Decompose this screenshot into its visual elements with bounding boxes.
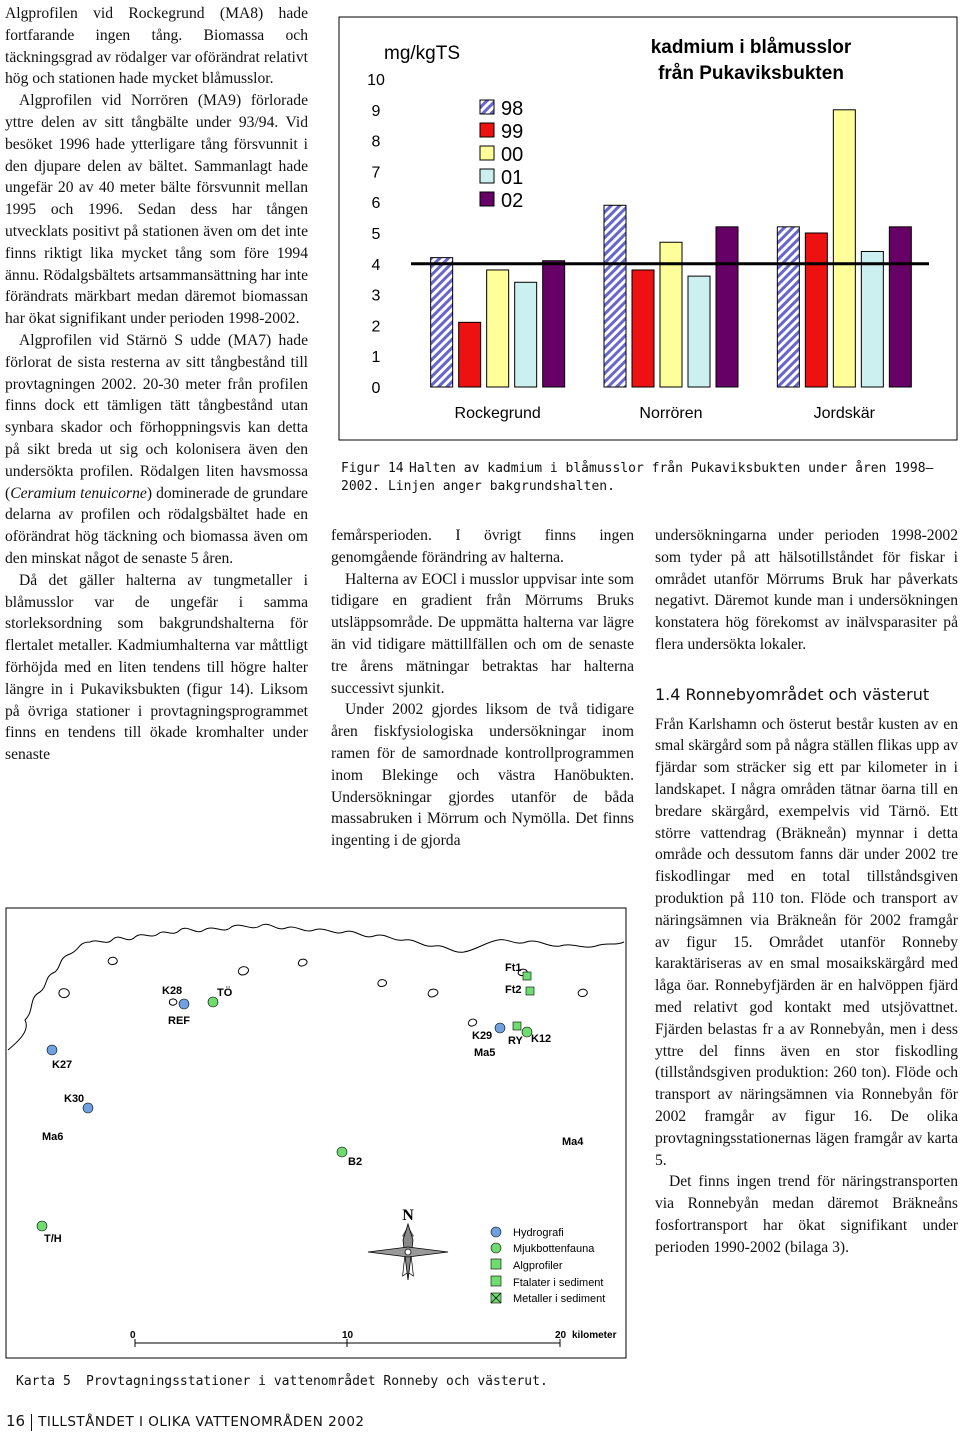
- legend-swatch: [480, 169, 494, 183]
- soft-bottom-icon: [491, 1243, 501, 1253]
- paragraph: Halterna av EOCl i musslor uppvisar inte som tidigare en gradient från Mörrums Bruks utsläppsområde. De uppmätta halterna var lägre än vid tidigare mättillfällen och om de senaste tre årens mätningar betraktas har halterna successivt sjunkit.: [331, 570, 634, 697]
- y-tick-label: 5: [371, 226, 381, 243]
- legend-label: 00: [501, 144, 524, 166]
- station-label: K28: [162, 985, 183, 997]
- text-run: Algprofilen vid Stärnö S udde (MA7) hade förlorat de sista resterna av sitt tångbestånd till provtagningen 2002. 20-30 meter från profilen finns dock ett tämligen tätt tångbestånd utan synbara skador och förhoppningsvis kan detta på sikt breda ut sig och kolonisera även den undersökta profilen. Rödalgen liten havsmossa (: [5, 331, 308, 502]
- y-tick-label: 8: [371, 133, 381, 151]
- station-label: TÖ: [217, 987, 233, 999]
- bar-98-jordskär: [777, 227, 799, 387]
- bar-99-rockegrund: [459, 322, 481, 387]
- station-map: [0, 880, 632, 1360]
- bar-00-rockegrund: [487, 270, 509, 387]
- station-label: K12: [531, 1033, 552, 1045]
- station-label: T/H: [44, 1233, 62, 1245]
- y-tick-label: 7: [371, 164, 381, 182]
- footer-title: TILLSTÅNDET I OLIKA VATTENOMRÅDEN 2002: [38, 1414, 365, 1430]
- text-column-3: [655, 525, 958, 1259]
- bar-01-norrören: [688, 276, 710, 387]
- bar-99-jordskär: [805, 233, 827, 387]
- legend-swatch: [480, 192, 494, 206]
- bar-98-rockegrund: [431, 258, 453, 387]
- page-footer: [6, 1412, 365, 1431]
- station-label: K30: [64, 1093, 85, 1105]
- legend-swatch: [480, 123, 494, 137]
- cadmium-chart: [331, 0, 959, 443]
- bar-98-norrören: [604, 205, 626, 387]
- y-tick-label: 4: [371, 256, 381, 274]
- y-tick-label: 3: [371, 287, 381, 305]
- legend-label: 01: [501, 167, 524, 189]
- station-label: B2: [348, 1156, 363, 1168]
- legend-label: Algprofiler: [513, 1260, 563, 1272]
- bar-02-norrören: [716, 227, 738, 387]
- y-tick-label: 10: [367, 72, 385, 89]
- paragraph: Då det gäller halterna av tungmetaller i blåmusslor var de ungefär i samma storleksordning som bakgrundshalterna för flertalet metaller. Kadmiumhalterna var måttligt förhöjda med en liten tendens till högre halter längre in i Pukaviksbukten (figur 14). Liksom på övriga stationer i provtagningsprogrammet finns en tendens till ökade kromhalter under senaste: [5, 571, 308, 764]
- chart-title-line2: från Pukaviksbukten: [658, 63, 844, 84]
- legend-swatch: [480, 100, 494, 114]
- figure-label: Figur 14: [341, 461, 404, 476]
- station-label: RY: [508, 1035, 523, 1047]
- y-tick-label: 6: [371, 195, 381, 213]
- paragraph: Under 2002 gjordes liksom de två tidigare åren fiskfysiologiska undersökningar inom ramen för de samordnade kontrollprogrammen inom Blekinge och västra Hanöbukten. Undersökningar gjordes utanför de båda massabruken i Mörrum och Nymölla. Det finns ingenting i de gjorda: [331, 701, 634, 850]
- x-category-label: Rockegrund: [454, 405, 541, 422]
- legend-label: Metaller i sediment: [513, 1293, 606, 1305]
- legend-label: 98: [501, 98, 524, 120]
- x-category-label: Norrören: [639, 405, 703, 422]
- phthalates-icon: [491, 1276, 501, 1286]
- footer-divider: [31, 1414, 32, 1431]
- station-label: REF: [168, 1015, 190, 1027]
- legend-label: 99: [501, 121, 524, 143]
- paragraph: [5, 330, 308, 570]
- station-label: Ft2: [505, 984, 522, 996]
- hydrography-icon: [491, 1227, 501, 1237]
- scale-label: 20: [555, 1330, 567, 1341]
- station-label: K29: [472, 1030, 493, 1042]
- map-svg: [0, 880, 632, 1360]
- text-run: ) dominerade de grundare delarna av profilen och rödalgsbältet hade en oförändrat hög täckning och biomassa även om den minskat något de senaste 5 åren.: [5, 484, 308, 567]
- paragraph: Från Karlshamn och österut består kusten av en smal skärgård som på några ställen flikas upp av fjärdar som sträcker sig ett par kilometer in i landskapet. I några områden tätnar öarna till en bredare skärgård, exempelvis vid Tärnö. Ett större vattendrag (Bräkneån) mynnar i detta område och dessutom fanns där under 2002 tre fiskodlingar med en total tillståndsgiven produktion på 110 ton. Flöde och transport av näringsämnen via Bräkneån för 2002 framgår av figur 15. Området utanför Ronneby karaktäriseras av en smal mosaikskärgård med låga öar. Ronnebyfjärden är en halvöppen fjärd med relativt god kontakt med utsjövattnet. Fjärden belastas fr a av Ronnebyån, men i dess yttre del finns även en stor fiskodling (tillståndsgiven produktion: 260 ton). Flöde och transport av näringsämnen via Ronnebyån för 2002 framgår av figur 16. De olika provtagningsstationernas lägen framgår av karta 5.: [655, 715, 958, 1169]
- y-tick-label: 0: [371, 380, 381, 397]
- bar-02-jordskär: [889, 227, 911, 387]
- station-marker-metal: [513, 1022, 521, 1030]
- bar-00-jordskär: [833, 110, 855, 387]
- y-tick-label: 9: [371, 102, 381, 120]
- paragraph: Det finns ingen trend för näringstransporten via Ronnebyån medan däremot Bräkneåns fosfortransport har ökat signifikant under perioden 1990-2002 (bilaga 3).: [655, 1173, 958, 1256]
- station-label: K27: [52, 1059, 73, 1071]
- map-caption: [16, 1374, 548, 1389]
- legend-label: Mjukbottenfauna: [513, 1243, 595, 1255]
- paragraph: Algprofilen vid Rockegrund (MA8) hade fortfarande ingen tång. Biomassa och täckningsgrad av rödalger var oförändrat relativt hög och stationen hade mycket blåmusslor.: [5, 5, 308, 88]
- station-marker-hydro: [47, 1045, 57, 1055]
- station-marker-metal: [526, 987, 534, 995]
- station-marker-metal: [523, 972, 531, 980]
- map-label: Karta 5: [16, 1374, 71, 1389]
- text-column-2: [331, 525, 634, 852]
- chart-svg: [331, 0, 959, 443]
- station-marker-soft-bottom: [337, 1147, 347, 1157]
- x-category-label: Jordskär: [813, 405, 876, 422]
- chart-title-line1: kadmium i blåmusslor: [650, 37, 852, 58]
- scale-unit: kilometer: [572, 1330, 617, 1341]
- y-axis-label: mg/kgTS: [384, 43, 461, 64]
- station-label: Ft1: [505, 962, 522, 974]
- map-border: [6, 908, 626, 1358]
- paragraph: Algprofilen vid Norrören (MA9) förlorade yttre delen av sitt tångbälte under 93/94. Vid besöket 1996 hade ytterligare tång försvunnit i den djupare delen av bältet. Sammanlagt hade ungefär 20 av 40 meter bälte försvunnit mellan 1995 och 1996. Sedan dess har tången utvecklats positivt på stationen även om det inte finns riktigt lika mycket tång som före 1994 ännu. Rödalgsbältets artsammansättning har inte förändrats märkbart medan däremot biomassan har ökat signifikant under perioden 1998-2002.: [5, 92, 308, 328]
- bar-01-jordskär: [861, 251, 883, 387]
- paragraph: femårsperioden. I övrigt finns ingen genomgående förändring av halterna.: [331, 527, 634, 566]
- station-marker-hydro: [179, 999, 189, 1009]
- station-label: Ma5: [474, 1047, 496, 1059]
- figure-caption: [341, 460, 951, 496]
- bar-01-rockegrund: [515, 282, 537, 387]
- page-number: 16: [6, 1412, 26, 1430]
- station-label: Ma4: [562, 1136, 584, 1148]
- scale-label: 0: [130, 1330, 136, 1341]
- algae-profile-icon: [491, 1259, 501, 1269]
- y-tick-label: 2: [371, 318, 381, 336]
- scale-label: 10: [342, 1330, 354, 1341]
- paragraph: undersökningarna under perioden 1998-2002 som tyder på att hälsotillståndet för fiskar i området utanför Mörrums Bruk har påverkats negativt. Däremot kunde man i undersökningen konstatera hög förekomst av inälvsparasiter på flera undersökta lokaler.: [655, 527, 958, 653]
- legend-swatch: [480, 146, 494, 160]
- y-tick-label: 1: [371, 349, 381, 367]
- section-heading: 1.4 Ronnebyområdet och västerut: [655, 684, 930, 704]
- map-caption-text: Provtagningsstationer i vattenområdet Ronneby och västerut.: [86, 1374, 548, 1389]
- north-label: N: [402, 1207, 414, 1224]
- text-column-1: [5, 3, 308, 766]
- bar-02-rockegrund: [543, 261, 565, 387]
- species-name: Ceramium tenuicorne: [10, 484, 147, 502]
- station-marker-hydro: [495, 1023, 505, 1033]
- legend-label: Hydrografi: [513, 1227, 564, 1239]
- figure-caption-text: Halten av kadmium i blåmusslor från Pukaviksbukten under åren 1998–2002. Linjen anger bakgrundshalten.: [341, 461, 934, 494]
- legend-label: 02: [501, 190, 524, 212]
- legend-label: Ftalater i sediment: [513, 1277, 604, 1289]
- station-marker-hydro: [83, 1103, 93, 1113]
- bar-99-norrören: [632, 270, 654, 387]
- station-marker-soft-bottom: [37, 1221, 47, 1231]
- station-label: Ma6: [42, 1131, 64, 1143]
